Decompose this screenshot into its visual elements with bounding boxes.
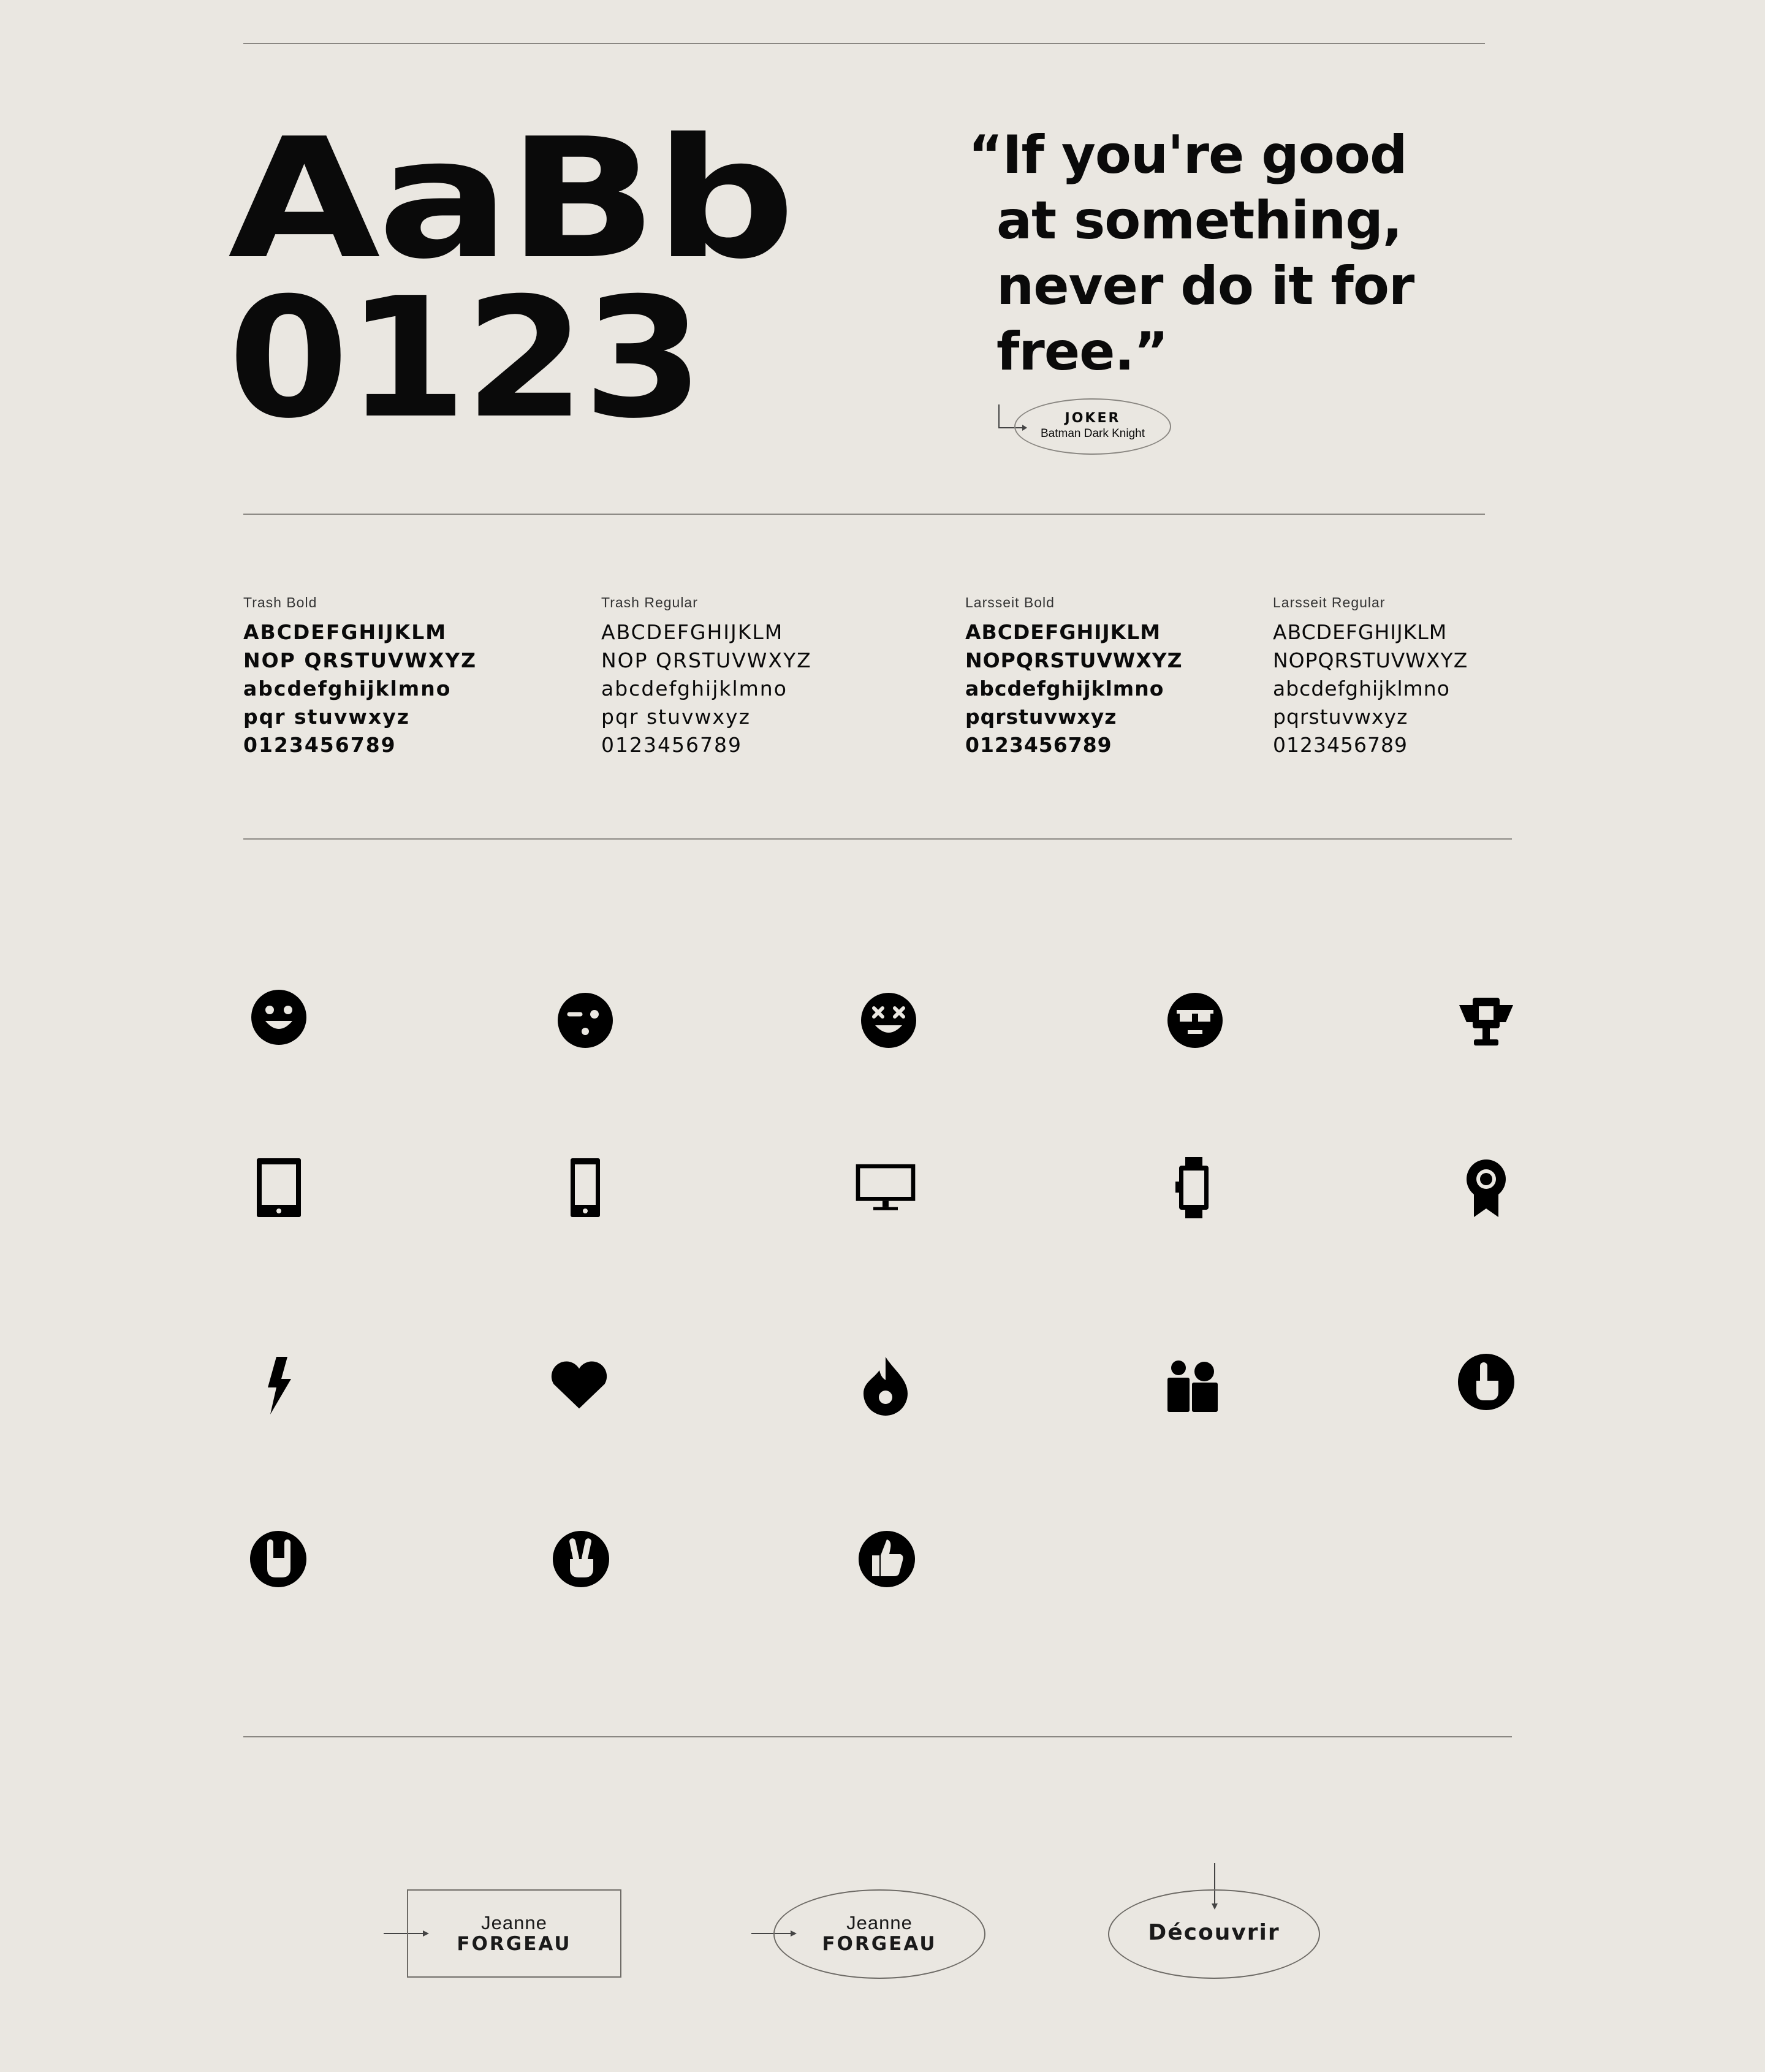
flame-icon: [855, 1354, 916, 1416]
thumbs-up-icon: [856, 1528, 917, 1590]
specimen-letters: AaBb: [228, 102, 793, 295]
lightning-icon: [248, 1354, 309, 1416]
users-icon: [1161, 1354, 1223, 1416]
divider-icons: [243, 1736, 1512, 1737]
font-row: ABCDEFGHIJKLM: [601, 620, 784, 644]
font-row: NOPQRSTUVWXYZ: [1273, 648, 1468, 672]
font-row: pqrstuvwxyz: [965, 705, 1117, 729]
font-row: NOP QRSTUVWXYZ: [601, 648, 812, 672]
font-sample-larsseit-bold: [965, 594, 1183, 759]
discover-label: Découvrir: [1148, 1920, 1280, 1945]
font-sample-trash-bold: [243, 594, 477, 759]
quote-line: free.”: [996, 321, 1168, 382]
name-box-button[interactable]: [407, 1889, 621, 1978]
button-last-name: FORGEAU: [457, 1933, 572, 1955]
font-name: Larsseit Regular: [1273, 594, 1386, 610]
font-row: NOPQRSTUVWXYZ: [965, 648, 1183, 672]
quote-block: [968, 123, 1520, 385]
specimen-digits: 0123: [228, 262, 702, 455]
smile-icon: [248, 987, 309, 1048]
name-oval-button[interactable]: [773, 1889, 985, 1979]
award-badge-icon: [1456, 1157, 1517, 1218]
peace-hand-icon: [550, 1528, 612, 1590]
font-row: 0123456789: [601, 733, 742, 757]
rock-hand-icon: [248, 1528, 309, 1590]
font-sample-larsseit-regular: [1273, 594, 1468, 759]
quote-line: “If you're good: [968, 124, 1407, 186]
trophy-icon: [1456, 992, 1517, 1053]
heart-icon: [548, 1354, 610, 1416]
quote-text: [968, 123, 1520, 385]
font-row: 0123456789: [243, 733, 397, 757]
font-row: abcdefghijklmno: [243, 677, 452, 700]
font-row: 0123456789: [965, 733, 1112, 757]
sunglasses-face-icon: [1164, 990, 1226, 1051]
font-row: ABCDEFGHIJKLM: [965, 620, 1161, 644]
font-row: pqr stuvwxyz: [601, 705, 751, 729]
quote-line: never do it for: [996, 256, 1414, 317]
font-row: abcdefghijklmno: [965, 677, 1164, 700]
phone-icon: [555, 1157, 616, 1218]
font-sample-trash-regular: [601, 594, 812, 759]
font-row: abcdefghijklmno: [601, 677, 788, 700]
button-first-name: Jeanne: [481, 1912, 547, 1933]
button-last-name: FORGEAU: [822, 1933, 937, 1955]
button-first-name: Jeanne: [846, 1912, 913, 1933]
quote-line: at something,: [996, 190, 1402, 251]
font-name: Trash Bold: [243, 594, 317, 610]
pointer-hand-icon: [1456, 1351, 1517, 1413]
quote-author-badge: [1014, 398, 1171, 455]
quote-author: JOKER: [1065, 411, 1121, 426]
tablet-icon: [248, 1157, 309, 1218]
quote-source: Batman Dark Knight: [1040, 427, 1145, 440]
font-row: pqr stuvwxyz: [243, 705, 410, 729]
font-row: 0123456789: [1273, 733, 1408, 757]
divider-specimen: [243, 514, 1485, 515]
dizzy-face-icon: [858, 990, 919, 1051]
font-row: ABCDEFGHIJKLM: [1273, 620, 1448, 644]
wink-icon: [555, 990, 616, 1051]
font-name: Larsseit Bold: [965, 594, 1055, 610]
font-row: ABCDEFGHIJKLM: [243, 620, 447, 644]
watch-icon: [1163, 1157, 1224, 1218]
font-row: NOP QRSTUVWXYZ: [243, 648, 477, 672]
font-row: pqrstuvwxyz: [1273, 705, 1408, 729]
font-row: abcdefghijklmno: [1273, 677, 1450, 700]
divider-fonts: [243, 838, 1512, 840]
font-name: Trash Regular: [601, 594, 698, 610]
divider-top: [243, 43, 1485, 44]
discover-button[interactable]: [1108, 1889, 1320, 1979]
monitor-icon: [855, 1157, 916, 1218]
